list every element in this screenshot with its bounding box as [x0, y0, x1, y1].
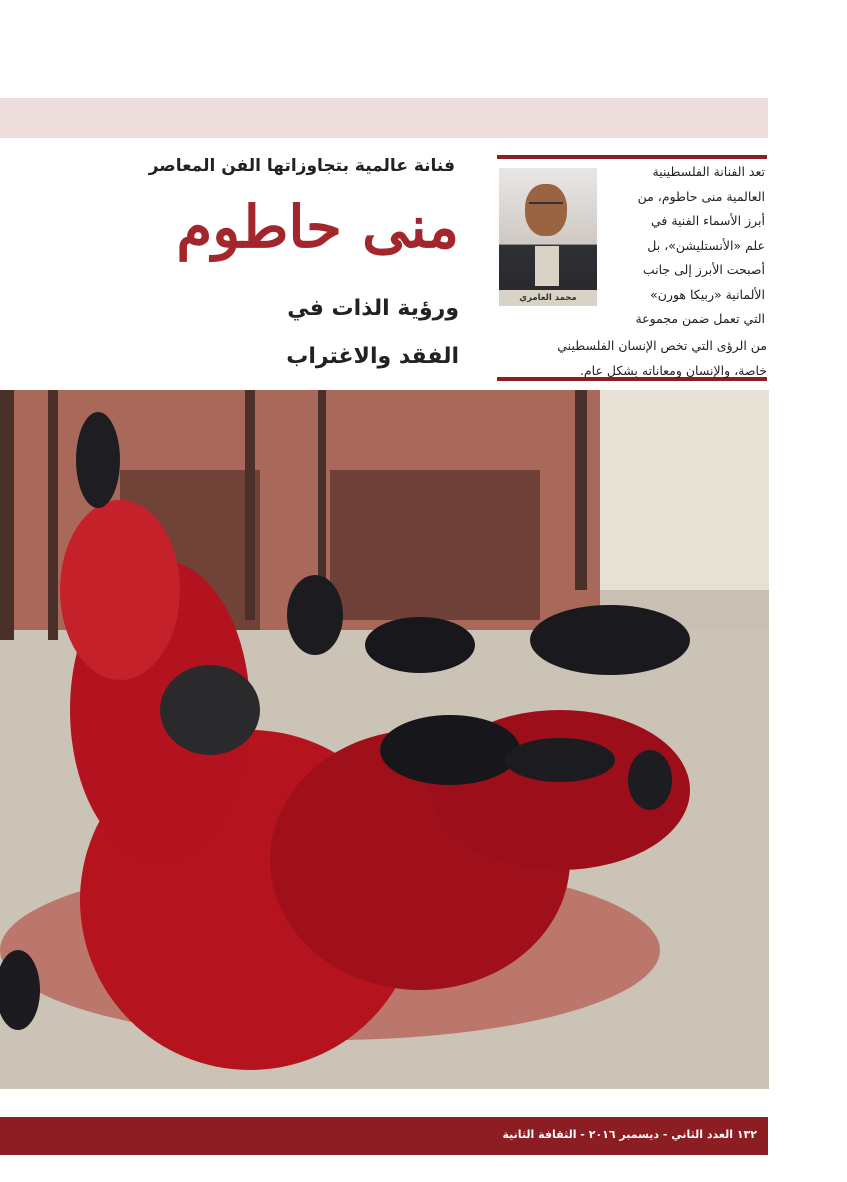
hero-artwork-photo: [0, 390, 769, 1089]
intro-line: تعد الفنانة الفلسطينية: [652, 164, 765, 179]
crow-shape: [380, 715, 520, 785]
intro-line: العالمية منى حاطوم، من: [637, 188, 765, 204]
crow-shape: [287, 575, 343, 655]
intro-line: علم «الأنستليشن»، بل: [647, 237, 765, 253]
intro-line: أصبحت الأبرز إلى جانب: [642, 262, 765, 277]
crow-shape: [365, 617, 475, 673]
crow-shape: [530, 605, 690, 675]
scaffold-post: [245, 390, 255, 620]
author-glasses-shape: [529, 202, 563, 208]
scaffold-post: [575, 390, 587, 590]
side-wall: [600, 390, 769, 590]
fireplace-right: [330, 470, 540, 620]
chandelier-arm: [60, 500, 180, 680]
article-subtitle-line1: ورؤية الذات في: [287, 296, 459, 321]
crow-shape: [505, 738, 615, 782]
author-photo: [499, 168, 597, 306]
scaffold-post: [0, 390, 14, 640]
crow-shape: [76, 412, 120, 508]
artwork-illustration: [0, 390, 769, 1089]
crow-shape: [628, 750, 672, 810]
author-collar-shape: [535, 246, 559, 286]
author-head-shape: [525, 184, 567, 236]
intro-line: الألمانية «ربيكا هورن»: [650, 286, 765, 302]
article-title: منى حاطوم: [176, 193, 459, 261]
crow-shape: [160, 665, 260, 755]
article-subtitle-line2: الفقد والاغتراب: [286, 344, 459, 369]
intro-line: أبرز الأسماء الفنية في: [650, 213, 765, 228]
footer-issue-info: ١٣٢ العدد الثاني - ديسمبر ٢٠١٦ - الثقافة الثانية: [502, 1128, 757, 1141]
author-name: محمد العامري: [499, 290, 597, 306]
intro-paragraph-continued: [495, 334, 767, 383]
article-kicker: فنانة عالمية بتجاوزاتها الفن المعاصر: [148, 156, 455, 176]
header-band: [0, 98, 768, 138]
intro-line: التي تعمل ضمن مجموعة: [635, 311, 765, 326]
scaffold-post: [48, 390, 58, 640]
intro-line: من الرؤى التي تخص الإنسان الفلسطيني: [557, 338, 767, 353]
intro-line: خاصة، والإنسان ومعاناته بشكل عام.: [579, 362, 767, 378]
